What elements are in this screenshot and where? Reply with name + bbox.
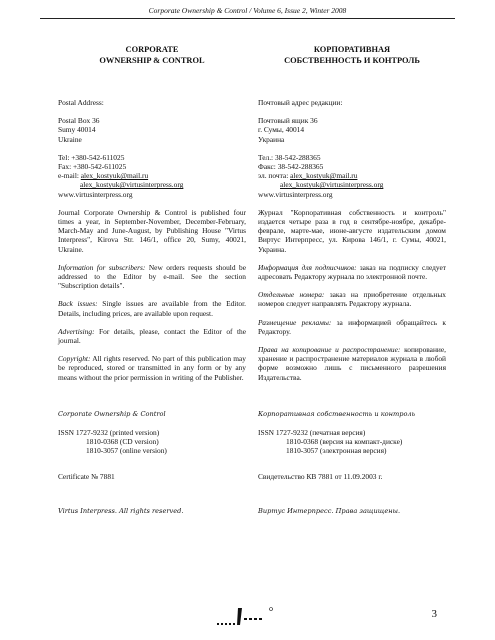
rights-reserved: Virtus Interpress. All rights reserved. [58, 506, 184, 515]
email-link-2[interactable]: alex_kostyuk@virtusinterpress.org [80, 180, 184, 190]
journal-name-script: Corporate Ownership & Control [58, 409, 166, 418]
journal-name-script-ru: Корпоративная собственность и контроль [258, 409, 416, 418]
subscribers-label-ru: Информация для подписчиков: [258, 262, 357, 272]
english-column [58, 0, 246, 516]
back-issues-label: Back issues: [58, 299, 98, 309]
advertising-label-ru: Размещение рекламы: [258, 317, 332, 327]
email-link-2-ru[interactable]: alex_kostyuk@virtusinterpress.org [280, 180, 384, 190]
copyright-label: Copyright: [58, 354, 91, 364]
rights-reserved-ru: Виртус Интерпресс. Права защищены. [258, 506, 401, 515]
copyright-info-ru [258, 345, 446, 382]
back-issues-info-ru [258, 290, 446, 308]
email-prefix-ru: эл. почта: [258, 171, 291, 181]
postal-address: Postal Box 36 Sumy 40014 Ukraine [58, 116, 100, 144]
back-issues-label-ru: Отдельные номера: [258, 290, 325, 300]
postal-label: Postal Address: [58, 98, 104, 107]
subscribers-label: Information for subscribers: [58, 262, 146, 272]
issn-cd-ru: 1810-0368 (версия на компакт-диске) [286, 437, 403, 447]
issn-printed: ISSN 1727-9232 (printed version) [58, 428, 160, 438]
copyright-label-ru: Права на копирование и распространение: [258, 345, 401, 355]
email-line [58, 171, 246, 180]
copyright-text-ru: копирование, хранение и распространение материалов журнала в любой форме возможно лишь с письменного разрешения Издательства. [258, 345, 446, 382]
email-line-ru [258, 171, 446, 180]
journal-info-ru: Журнал "Корпоративная собственность и контроль" издается четыре раза в год в сентябре-ноябре, декабре-феврале, марте-мае, июне-августе издательским домом Виртус Интерпресс, ул. Кирова 146/1, г. Сумы, 40021, Украина. [258, 207, 446, 254]
subscribers-info-ru [258, 263, 446, 281]
tel-line: Tel: +380-542-611025 [58, 152, 125, 162]
fax-line-ru: Факс: 38-542-288365 [258, 162, 324, 172]
certificate: Certificate № 7881 [58, 471, 115, 481]
virtus-interpress-logo-icon [216, 606, 280, 628]
issn-online-ru: 1810-3057 (электронная версия) [286, 446, 387, 456]
email-link-1[interactable]: alex_kostyuk@mail.ru [80, 171, 149, 181]
page-number: 3 [431, 608, 437, 620]
russian-column [258, 0, 446, 516]
issn-printed-ru: ISSN 1727-9232 (печатная версия) [258, 428, 366, 438]
postal-label-ru: Почтовый адрес редакции: [258, 98, 343, 107]
back-issues-info [58, 299, 246, 317]
advertising-text: For details, please, contact the Editor of the journal. [58, 326, 246, 346]
journal-info: Journal Corporate Ownership & Control is published four times a year, in September-November, December-February, March-May and June-August, by Publishing House "Virtus Interpress", Kirova Str. 146/1, office 20, Sumy, 40021, Ukraine. [58, 207, 246, 254]
email-prefix: e-mail: [58, 171, 81, 181]
copyright-text: All rights reserved. No part of this publication may be reproduced, stored or transmitted in any form or by any means without the prior permission in writing of the Publisher. [58, 354, 246, 382]
advertising-info-ru [258, 318, 446, 336]
website-link-ru[interactable]: www.virtusinterpress.org [258, 189, 333, 199]
russian-title: КОРПОРАТИВНАЯ СОБСТВЕННОСТЬ И КОНТРОЛЬ [284, 45, 420, 65]
certificate-ru: Свидетельство КВ 7881 от 11.09.2003 г. [258, 471, 383, 481]
website-link[interactable]: www.virtusinterpress.org [58, 189, 133, 199]
back-issues-text: Single issues are available from the Editor. Details, including prices, are available upon request. [58, 299, 246, 318]
subscribers-text: New orders requests should be addressed to the Editor by e-mail. See the section "Subscription details". [58, 262, 246, 291]
running-head: Corporate Ownership & Control / Volume 6, Issue 2, Winter 2008 [148, 6, 347, 15]
advertising-text-ru: за информацией обращайтесь к Редактору. [258, 317, 446, 336]
fax-line: Fax: +380-542-611025 [58, 162, 127, 172]
issn-online: 1810-3057 (online version) [86, 446, 167, 456]
subscribers-info [58, 263, 246, 291]
issn-cd: 1810-0368 (CD version) [86, 437, 159, 447]
copyright-info [58, 354, 246, 382]
english-title: CORPORATE OWNERSHIP & CONTROL [99, 45, 205, 65]
tel-line-ru: Тел.: 38-542-288365 [258, 152, 321, 162]
back-issues-text-ru: заказ на приобретение отдельных номеров следует направлять Редактору журнала. [258, 290, 447, 309]
subscribers-text-ru: заказ на подписку следует адресовать Редактору журнала по электронной почте. [258, 262, 447, 282]
advertising-label: Advertising: [58, 326, 95, 336]
email-link-1-ru[interactable]: alex_kostyuk@mail.ru [290, 171, 358, 181]
advertising-info [58, 327, 246, 345]
postal-address-ru: Почтовый ящик 36 г. Сумы, 40014 Украина [258, 116, 318, 144]
